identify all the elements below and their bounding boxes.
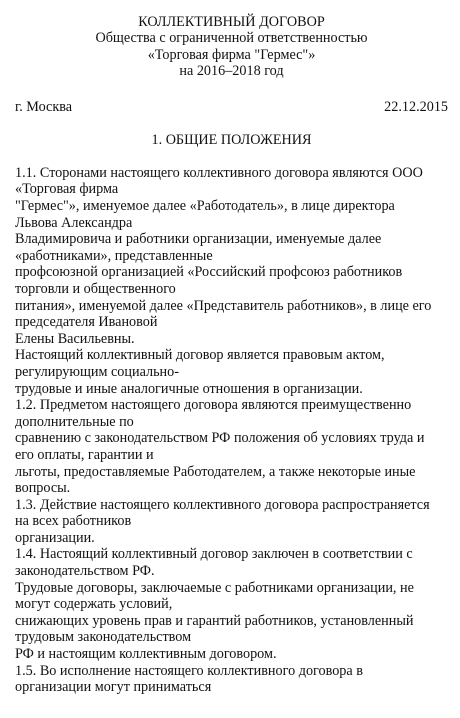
body-line: могут содержать условий, — [15, 596, 173, 613]
body-line: 1.5. Во исполнение настоящего коллективного договора в — [15, 662, 363, 679]
body-line: сравнению с законодательством РФ положения об условиях труда и — [15, 430, 425, 447]
body-line: трудовые и иные аналогичные отношения в организации. — [15, 380, 363, 397]
section-title: 1. ОБЩИЕ ПОЛОЖЕНИЯ — [151, 132, 312, 149]
body-line: "Гермес"», именуемое далее «Работодатель», в лице директора — [15, 198, 395, 214]
body-line: 1.3. Действие настоящего коллективного договора распространяется — [15, 496, 430, 513]
body-line: Львова Александра — [15, 214, 133, 231]
city: г. Москва — [15, 98, 73, 115]
body-line: «работниками», представленные — [15, 247, 213, 264]
place-date-row — [15, 99, 448, 116]
body-line: Трудовые договоры, заключаемые с работниками организации, не — [15, 579, 414, 596]
body-line: регулирующим социально- — [15, 363, 179, 380]
body-line: Настоящий коллективный договор является правовым актом, — [15, 347, 385, 364]
body-line: вопросы. — [15, 480, 71, 497]
body-line: организации могут приниматься — [15, 679, 212, 696]
document-page — [0, 14, 460, 718]
body-line: 1.2. Предметом настоящего договора являются преимущественно — [15, 397, 412, 414]
document-title: КОЛЛЕКТИВНЫЙ ДОГОВОР — [138, 14, 325, 30]
body-line: 1.1. Сторонами настоящего коллективного договора являются ООО — [15, 164, 423, 181]
body-line: Елены Васильевны. — [15, 330, 135, 347]
agreement-period: на 2016–2018 год — [179, 63, 284, 80]
body-line: дополнительные по — [15, 413, 134, 430]
body-line: снижающих уровень прав и гарантий работников, установленный — [15, 612, 414, 629]
body-line: торговли и общественного — [15, 280, 176, 297]
document-header — [15, 14, 448, 80]
body-line: 1.4. Настоящий коллективный договор заключен в соответствии с — [15, 546, 413, 563]
body-line: профсоюзной организацией «Российский профсоюз работников — [15, 264, 403, 281]
body-line: РФ и настоящим коллективным договором. — [15, 646, 277, 663]
body-line: его оплаты, гарантии и — [15, 446, 154, 463]
body-line: Владимировича и работники организации, именуемые далее — [15, 231, 382, 248]
section-body — [15, 165, 448, 696]
body-line: на всех работников — [15, 513, 132, 530]
organization-line: Общества с ограниченной ответственностью — [95, 30, 368, 47]
document-date: 22.12.2015 — [384, 98, 448, 115]
body-line: законодательством РФ. — [15, 563, 155, 580]
body-line: питания», именуемой далее «Представитель работников», в лице его — [15, 297, 432, 314]
body-line: трудовым законодательством — [15, 629, 192, 646]
body-line: льготы, предоставляемые Работодателем, а также некоторые иные — [15, 463, 416, 480]
company-name: «Торговая фирма "Гермес"» — [147, 46, 316, 63]
body-line: организации. — [15, 529, 95, 546]
body-line: «Торговая фирма — [15, 181, 119, 198]
body-line: председателя Ивановой — [15, 314, 158, 331]
